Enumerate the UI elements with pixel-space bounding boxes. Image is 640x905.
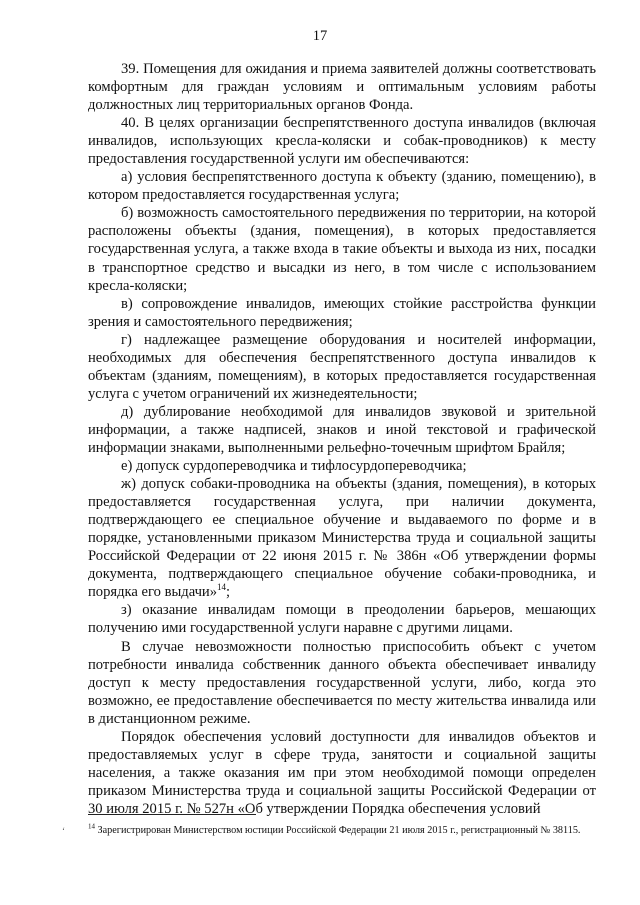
paragraph-40-b: б) возможность самостоятельного передвижения по территории, на которой расположены объекты (здания, помещения), в которых предоставляется государственная услуга, а также входа в такие объекты и выхода из них, посадки в транспортное средство и высадки из него, в том числе с использованием кресла-коляски; xyxy=(88,205,596,294)
paragraph-accessibility-order: Порядок обеспечения условий доступности для инвалидов объектов и предоставляемых услуг в сфере труда, занятости и социальной защиты населения, а также оказания им при этом необходимой помощи определен приказом Министерства труда и социальной защиты Российской Федерации от 30 июля 2015 г. № 527н «Об утверждении Порядка обеспечения условий xyxy=(88,728,596,817)
paragraph-40-e: е) допуск сурдопереводчика и тифлосурдопереводчика; xyxy=(121,458,467,475)
scan-mark: ‘ xyxy=(62,826,65,836)
footnote-text: Зарегистрирован Министерством юстиции Российской Федерации 21 июля 2015 г., регистрационный № 38115. xyxy=(97,825,581,836)
paragraph-40-a: а) условия беспрепятственного доступа к объекту (зданию, помещению), в котором предоставляется государственная услуга; xyxy=(88,169,596,204)
footnote-divider xyxy=(88,814,256,815)
paragraph-40-zh-tail: ; xyxy=(226,584,231,601)
footnote-number: 14 xyxy=(88,822,95,831)
paragraph-40-d: д) дублирование необходимой для инвалидов звуковой и зрительной информации, а также надписей, знаков и иной текстовой и графической информации знаками, выполненными рельефно-точечным шрифтом Брайля; xyxy=(88,403,596,456)
footnote xyxy=(88,824,596,838)
page-number: 17 xyxy=(312,28,328,44)
paragraph-40-v: в) сопровождение инвалидов, имеющих стойкие расстройства функции зрения и самостоятельного передвижения; xyxy=(88,295,596,330)
paragraph-40-z: з) оказание инвалидам помощи в преодолении барьеров, мешающих получению ими государственной услуги наравне с другими лицами. xyxy=(88,602,596,637)
paragraph-40: 40. В целях организации беспрепятственного доступа инвалидов (включая инвалидов, использующих кресла-коляски и собак-проводников) к месту предоставления государственной услуги им обеспечиваются: xyxy=(88,115,596,168)
paragraph-40-zh xyxy=(88,475,596,601)
paragraph-40-g: г) надлежащее размещение оборудования и носителей информации, необходимых для обеспечения беспрепятственного доступа инвалидов к объектам (зданиям, помещениям), в которых предоставляется государственная услуга с учетом ограничений их жизнедеятельности; xyxy=(88,331,596,402)
document-body xyxy=(88,60,596,818)
paragraph-inaccessible-case: В случае невозможности полностью приспособить объект с учетом потребности инвалида собственник данного объекта обеспечивает инвалиду доступ к месту предоставления государственной услуги, либо, когда это возможно, ее предоставление обеспечивается по месту жительства инвалида или в дистанционном режиме. xyxy=(88,638,596,727)
footnote-reference[interactable]: 14 xyxy=(217,582,227,593)
paragraph-39: 39. Помещения для ожидания и приема заявителей должны соответствовать комфортным для граждан условиям и оптимальным условиям работы должностных лиц территориальных органов Фонда. xyxy=(88,61,596,114)
paragraph-40-zh-text: ж) допуск собаки-проводника на объекты (здания, помещения), в которых предоставляется государственная услуга, при наличии документа, подтверждающего ее специальное обучение и выдаваемого по форме и в порядке, установленными приказом Министерства труда и социальной защиты Российской Федерации от 22 июня 2015 г. № 386н «Об утверждении формы документа, подтверждающего специальное обучение собаки-проводника, и порядка его выдачи» xyxy=(88,476,596,601)
